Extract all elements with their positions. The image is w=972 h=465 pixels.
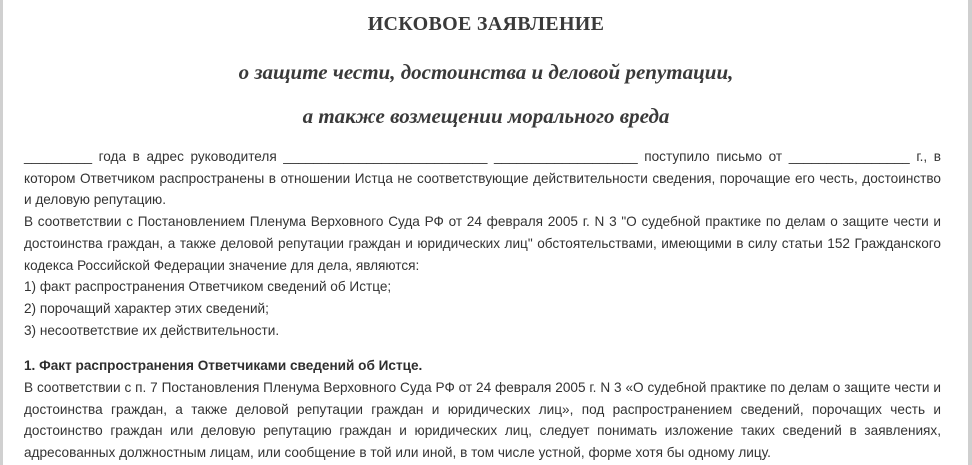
list-item: 1) факт распространения Ответчиком сведений об Истце; [24,279,392,295]
section-1-paragraph: В соответствии с п. 7 Постановления Пленума Верховного Суда РФ от 24 февраля 2005 г. N 3 «О судебной практике по делам о защите чести и достоинства граждан, а также деловой репутации граждан и юридических лиц», под распространением сведений, порочащих честь и достоинство граждан или деловую репутацию граждан и юридических лиц, следует понимать изложение таких сведений в заявлениях, адресованных должностным лицам, или сообщение в той или иной, в том числе устной, форме хотя бы одному лицу. [24,380,941,461]
intro-paragraph: _________ года в адрес руководителя ___________________________ ___________________ поступило письмо от ________________ г., в котором Ответчиком распространены в отношении Истца не соответствующие действительности сведения, порочащие его честь, достоинство и деловую репутацию. [24,149,941,208]
document-subtitle-line-2: а также возмещении морального вреда [302,104,670,128]
plenum-paragraph: В соответствии с Постановлением Пленума Верховного Суда РФ от 24 февраля 2005 г. N 3 "О судебной практике по делам о защите чести и достоинства граждан, а также деловой репутации граждан и юридических лиц" обстоятельствами, имеющими в силу статьи 152 Гражданского кодекса Российской Федерации значение для дела, являются: [24,214,941,273]
document-body [24,146,941,464]
section-1-heading: 1. Факт распространения Ответчиками сведений об Истце. [24,358,423,374]
list-item: 2) порочащий характер этих сведений; [24,300,269,316]
document-title: ИСКОВОЕ ЗАЯВЛЕНИЕ [367,13,605,35]
document-subtitle-line-1: о защите чести, достоинства и деловой репутации, [238,60,734,84]
list-item: 3) несоответствие их действительности. [24,322,280,338]
paragraph-spacer [24,341,941,355]
